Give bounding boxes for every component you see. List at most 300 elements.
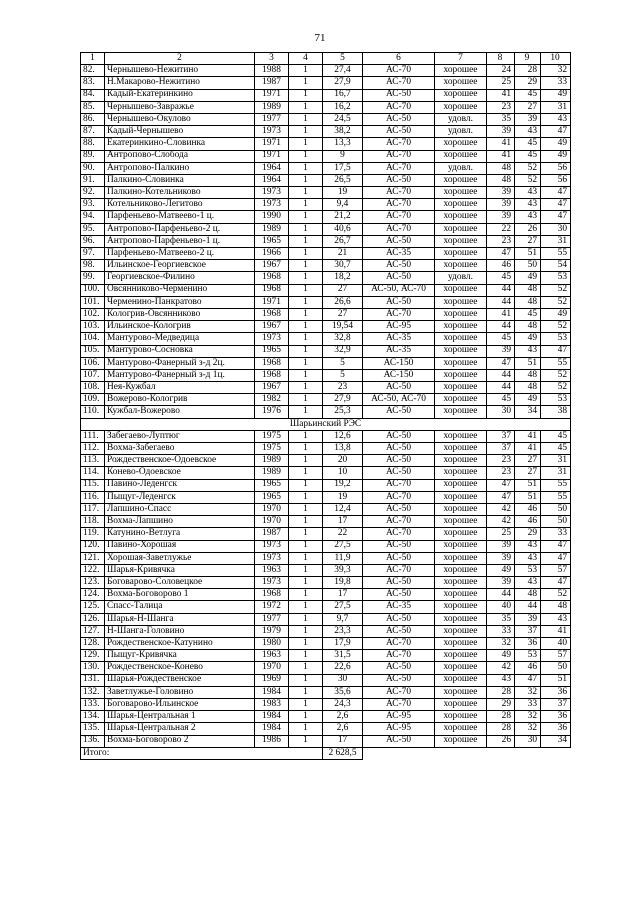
- table-row: [81, 138, 571, 150]
- col-9-cell: 28: [515, 65, 541, 77]
- col-10-cell: 47: [541, 577, 571, 589]
- col-9-cell: 46: [515, 662, 541, 674]
- col-4-cell: 1: [289, 77, 323, 89]
- col-6-cell: АС-50: [363, 382, 435, 394]
- col-8-cell: 25: [487, 77, 515, 89]
- col-7-cell: хорошее: [435, 698, 487, 710]
- col-6-cell: АС-70: [363, 528, 435, 540]
- col-8-cell: 48: [487, 162, 515, 174]
- col-6-cell: АС-50: [363, 443, 435, 455]
- col-6-cell: АС-50: [363, 467, 435, 479]
- col-2-cell: Ильинское-Георгиевское: [105, 260, 255, 272]
- col-5-cell: 12,6: [323, 430, 363, 442]
- col-10-cell: 53: [541, 394, 571, 406]
- col-9-cell: 41: [515, 443, 541, 455]
- header-col-3: 3: [255, 53, 289, 65]
- col-8-cell: 47: [487, 248, 515, 260]
- col-5-cell: 27: [323, 284, 363, 296]
- col-4-cell: 1: [289, 369, 323, 381]
- col-7-cell: хорошее: [435, 77, 487, 89]
- col-1-cell: 133.: [81, 698, 105, 710]
- col-7-cell: хорошее: [435, 662, 487, 674]
- col-7-cell: хорошее: [435, 357, 487, 369]
- col-1-cell: 96.: [81, 235, 105, 247]
- col-5-cell: 2,6: [323, 723, 363, 735]
- col-7-cell: хорошее: [435, 382, 487, 394]
- col-7-cell: удовл.: [435, 126, 487, 138]
- col-10-cell: 36: [541, 723, 571, 735]
- col-3-cell: 1965: [255, 345, 289, 357]
- table-row: [81, 333, 571, 345]
- table-row: [81, 223, 571, 235]
- col-6-cell: АС-50, АС-70: [363, 284, 435, 296]
- col-7-cell: удовл.: [435, 162, 487, 174]
- col-9-cell: 45: [515, 138, 541, 150]
- col-6-cell: АС-35: [363, 601, 435, 613]
- col-7-cell: хорошее: [435, 540, 487, 552]
- col-5-cell: 19,8: [323, 577, 363, 589]
- col-3-cell: 1971: [255, 150, 289, 162]
- col-1-cell: 131.: [81, 674, 105, 686]
- table-row: [81, 345, 571, 357]
- col-6-cell: АС-50: [363, 296, 435, 308]
- col-9-cell: 41: [515, 430, 541, 442]
- col-9-cell: 43: [515, 345, 541, 357]
- table-row: [81, 150, 571, 162]
- col-3-cell: 1963: [255, 650, 289, 662]
- col-7-cell: хорошее: [435, 516, 487, 528]
- table-row: [81, 613, 571, 625]
- col-1-cell: 136.: [81, 735, 105, 747]
- header-col-7: 7: [435, 53, 487, 65]
- col-1-cell: 105.: [81, 345, 105, 357]
- col-10-cell: 31: [541, 455, 571, 467]
- col-6-cell: АС-50: [363, 113, 435, 125]
- col-2-cell: Кадый-Чернышево: [105, 126, 255, 138]
- col-8-cell: 39: [487, 211, 515, 223]
- col-3-cell: 1986: [255, 735, 289, 747]
- col-9-cell: 48: [515, 321, 541, 333]
- table-row: [81, 235, 571, 247]
- col-4-cell: 1: [289, 479, 323, 491]
- col-10-cell: 30: [541, 223, 571, 235]
- col-10-cell: 56: [541, 174, 571, 186]
- col-2-cell: Шарья-Кривячка: [105, 564, 255, 576]
- col-2-cell: Н-Шанга-Головино: [105, 625, 255, 637]
- col-9-cell: 32: [515, 711, 541, 723]
- col-5-cell: 17: [323, 516, 363, 528]
- col-6-cell: АС-70: [363, 686, 435, 698]
- col-10-cell: 49: [541, 89, 571, 101]
- col-2-cell: Шарья-Рождественское: [105, 674, 255, 686]
- col-1-cell: 90.: [81, 162, 105, 174]
- col-8-cell: 26: [487, 735, 515, 747]
- col-1-cell: 128.: [81, 638, 105, 650]
- col-1-cell: 102.: [81, 308, 105, 320]
- col-10-cell: 54: [541, 260, 571, 272]
- col-2-cell: Боговарово-Соловецкое: [105, 577, 255, 589]
- col-10-cell: 37: [541, 698, 571, 710]
- col-8-cell: 25: [487, 528, 515, 540]
- col-3-cell: 1971: [255, 296, 289, 308]
- col-9-cell: 43: [515, 199, 541, 211]
- col-1-cell: 87.: [81, 126, 105, 138]
- col-7-cell: хорошее: [435, 260, 487, 272]
- col-4-cell: 1: [289, 516, 323, 528]
- table-row: [81, 479, 571, 491]
- col-5-cell: 5: [323, 357, 363, 369]
- table-row: [81, 443, 571, 455]
- col-9-cell: 43: [515, 126, 541, 138]
- col-6-cell: АС-50: [363, 589, 435, 601]
- col-9-cell: 51: [515, 479, 541, 491]
- table-row: [81, 552, 571, 564]
- col-2-cell: Палкино-Словинка: [105, 174, 255, 186]
- col-10-cell: 36: [541, 711, 571, 723]
- col-1-cell: 112.: [81, 443, 105, 455]
- table-row: [81, 686, 571, 698]
- col-1-cell: 111.: [81, 430, 105, 442]
- col-10-cell: 56: [541, 162, 571, 174]
- col-6-cell: АС-70: [363, 491, 435, 503]
- table-row: [81, 698, 571, 710]
- col-7-cell: хорошее: [435, 735, 487, 747]
- page-number: 71: [314, 32, 326, 44]
- col-2-cell: Вохма-Лапшино: [105, 516, 255, 528]
- col-7-cell: хорошее: [435, 150, 487, 162]
- col-4-cell: 1: [289, 625, 323, 637]
- col-5-cell: 17: [323, 589, 363, 601]
- table-row: [81, 503, 571, 515]
- col-3-cell: 1990: [255, 211, 289, 223]
- col-7-cell: хорошее: [435, 369, 487, 381]
- col-3-cell: 1970: [255, 503, 289, 515]
- col-4-cell: 1: [289, 638, 323, 650]
- col-4-cell: 1: [289, 735, 323, 747]
- col-10-cell: 52: [541, 589, 571, 601]
- col-5-cell: 27,4: [323, 65, 363, 77]
- col-3-cell: 1983: [255, 698, 289, 710]
- col-2-cell: Чернышево-Окулово: [105, 113, 255, 125]
- col-7-cell: хорошее: [435, 613, 487, 625]
- col-2-cell: Черменино-Панкратово: [105, 296, 255, 308]
- col-3-cell: 1965: [255, 479, 289, 491]
- col-2-cell: Н.Макарово-Нежитино: [105, 77, 255, 89]
- col-4-cell: 1: [289, 199, 323, 211]
- col-1-cell: 115.: [81, 479, 105, 491]
- col-8-cell: 39: [487, 540, 515, 552]
- col-10-cell: 32: [541, 65, 571, 77]
- table-row: [81, 260, 571, 272]
- col-6-cell: АС-95: [363, 723, 435, 735]
- col-5-cell: 26,5: [323, 174, 363, 186]
- table-row: [81, 650, 571, 662]
- section-title: Шарьинский РЭС: [81, 418, 571, 430]
- col-3-cell: 1967: [255, 321, 289, 333]
- col-9-cell: 43: [515, 577, 541, 589]
- col-2-cell: Мантурово-Фанерный з-д 1ц.: [105, 369, 255, 381]
- col-5-cell: 11,9: [323, 552, 363, 564]
- col-9-cell: 36: [515, 638, 541, 650]
- col-4-cell: 1: [289, 711, 323, 723]
- col-8-cell: 47: [487, 357, 515, 369]
- col-8-cell: 41: [487, 89, 515, 101]
- col-9-cell: 27: [515, 455, 541, 467]
- col-6-cell: АС-35: [363, 248, 435, 260]
- col-3-cell: 1973: [255, 540, 289, 552]
- col-6-cell: АС-70: [363, 77, 435, 89]
- col-10-cell: 36: [541, 686, 571, 698]
- col-8-cell: 39: [487, 199, 515, 211]
- col-9-cell: 27: [515, 467, 541, 479]
- col-8-cell: 23: [487, 467, 515, 479]
- col-7-cell: хорошее: [435, 723, 487, 735]
- col-9-cell: 52: [515, 174, 541, 186]
- col-7-cell: хорошее: [435, 235, 487, 247]
- header-col-8: 8: [487, 53, 515, 65]
- col-5-cell: 13,3: [323, 138, 363, 150]
- col-4-cell: 1: [289, 345, 323, 357]
- col-9-cell: 27: [515, 235, 541, 247]
- col-2-cell: Котельниково-Легитово: [105, 199, 255, 211]
- col-1-cell: 113.: [81, 455, 105, 467]
- col-4-cell: 1: [289, 235, 323, 247]
- col-4-cell: 1: [289, 613, 323, 625]
- col-1-cell: 124.: [81, 589, 105, 601]
- col-3-cell: 1972: [255, 601, 289, 613]
- col-4-cell: 1: [289, 540, 323, 552]
- col-6-cell: АС-150: [363, 357, 435, 369]
- col-5-cell: 31,5: [323, 650, 363, 662]
- col-1-cell: 92.: [81, 187, 105, 199]
- col-4-cell: 1: [289, 187, 323, 199]
- col-1-cell: 122.: [81, 564, 105, 576]
- col-6-cell: АС-70: [363, 150, 435, 162]
- table-row: [81, 662, 571, 674]
- col-9-cell: 45: [515, 308, 541, 320]
- col-1-cell: 116.: [81, 491, 105, 503]
- col-10-cell: 43: [541, 613, 571, 625]
- col-1-cell: 86.: [81, 113, 105, 125]
- table-row: [81, 77, 571, 89]
- col-8-cell: 47: [487, 491, 515, 503]
- table-row: [81, 308, 571, 320]
- col-2-cell: Антропово-Парфеньево-1 ц.: [105, 235, 255, 247]
- table-row: [81, 528, 571, 540]
- col-4-cell: 1: [289, 674, 323, 686]
- table-row: [81, 162, 571, 174]
- col-5-cell: 9,4: [323, 199, 363, 211]
- col-9-cell: 29: [515, 77, 541, 89]
- total-row: [81, 747, 571, 759]
- col-3-cell: 1970: [255, 516, 289, 528]
- col-5-cell: 23,3: [323, 625, 363, 637]
- table-row: [81, 455, 571, 467]
- table-row: [81, 296, 571, 308]
- col-9-cell: 29: [515, 528, 541, 540]
- header-col-6: 6: [363, 53, 435, 65]
- table-row: [81, 272, 571, 284]
- col-4-cell: 1: [289, 308, 323, 320]
- col-8-cell: 29: [487, 698, 515, 710]
- col-8-cell: 28: [487, 711, 515, 723]
- col-6-cell: АС-70: [363, 101, 435, 113]
- col-6-cell: АС-50: [363, 625, 435, 637]
- col-1-cell: 107.: [81, 369, 105, 381]
- header-col-1: 1: [81, 53, 105, 65]
- col-6-cell: АС-150: [363, 369, 435, 381]
- col-7-cell: хорошее: [435, 443, 487, 455]
- col-10-cell: 31: [541, 467, 571, 479]
- table-row: [81, 126, 571, 138]
- table-row: [81, 577, 571, 589]
- col-10-cell: 51: [541, 674, 571, 686]
- col-10-cell: 33: [541, 77, 571, 89]
- col-1-cell: 88.: [81, 138, 105, 150]
- col-7-cell: удовл.: [435, 113, 487, 125]
- col-10-cell: 49: [541, 308, 571, 320]
- col-2-cell: Антропово-Парфеньево-2 ц.: [105, 223, 255, 235]
- table-row: [81, 589, 571, 601]
- table-body: [81, 53, 571, 760]
- col-10-cell: 47: [541, 552, 571, 564]
- col-7-cell: хорошее: [435, 406, 487, 418]
- col-9-cell: 51: [515, 248, 541, 260]
- header-col-10: 10: [541, 53, 571, 65]
- col-4-cell: 1: [289, 503, 323, 515]
- col-1-cell: 95.: [81, 223, 105, 235]
- col-6-cell: АС-50: [363, 126, 435, 138]
- col-3-cell: 1973: [255, 187, 289, 199]
- col-1-cell: 99.: [81, 272, 105, 284]
- col-3-cell: 1975: [255, 430, 289, 442]
- col-9-cell: 49: [515, 272, 541, 284]
- col-7-cell: хорошее: [435, 686, 487, 698]
- col-10-cell: 50: [541, 662, 571, 674]
- col-3-cell: 1967: [255, 382, 289, 394]
- col-7-cell: хорошее: [435, 174, 487, 186]
- col-5-cell: 39,3: [323, 564, 363, 576]
- col-6-cell: АС-95: [363, 711, 435, 723]
- col-7-cell: хорошее: [435, 638, 487, 650]
- col-8-cell: 47: [487, 479, 515, 491]
- col-7-cell: хорошее: [435, 479, 487, 491]
- col-6-cell: АС-70: [363, 308, 435, 320]
- table-row: [81, 711, 571, 723]
- col-6-cell: АС-50: [363, 552, 435, 564]
- col-4-cell: 1: [289, 491, 323, 503]
- col-10-cell: 40: [541, 638, 571, 650]
- col-8-cell: 39: [487, 126, 515, 138]
- col-6-cell: АС-70: [363, 564, 435, 576]
- col-7-cell: хорошее: [435, 577, 487, 589]
- col-2-cell: Георгиевское-Филино: [105, 272, 255, 284]
- col-7-cell: хорошее: [435, 564, 487, 576]
- col-1-cell: 91.: [81, 174, 105, 186]
- col-8-cell: 45: [487, 333, 515, 345]
- col-7-cell: хорошее: [435, 589, 487, 601]
- col-7-cell: хорошее: [435, 650, 487, 662]
- table-row: [81, 174, 571, 186]
- col-10-cell: 57: [541, 564, 571, 576]
- col-2-cell: Антропово-Палкино: [105, 162, 255, 174]
- col-9-cell: 48: [515, 296, 541, 308]
- col-7-cell: хорошее: [435, 625, 487, 637]
- col-3-cell: 1971: [255, 89, 289, 101]
- col-4-cell: 1: [289, 650, 323, 662]
- col-3-cell: 1970: [255, 662, 289, 674]
- col-8-cell: 41: [487, 138, 515, 150]
- col-5-cell: 16,7: [323, 89, 363, 101]
- col-8-cell: 44: [487, 589, 515, 601]
- col-10-cell: 50: [541, 516, 571, 528]
- col-2-cell: Шарья-Центральная 2: [105, 723, 255, 735]
- col-7-cell: хорошее: [435, 284, 487, 296]
- col-2-cell: Парфеньево-Матвеево-1 ц.: [105, 211, 255, 223]
- col-9-cell: 46: [515, 503, 541, 515]
- col-2-cell: Шарья-Н-Шанга: [105, 613, 255, 625]
- col-1-cell: 85.: [81, 101, 105, 113]
- col-2-cell: Овсянниково-Черменино: [105, 284, 255, 296]
- table-row: [81, 674, 571, 686]
- col-3-cell: 1989: [255, 223, 289, 235]
- col-4-cell: 1: [289, 272, 323, 284]
- col-5-cell: 17: [323, 735, 363, 747]
- col-7-cell: хорошее: [435, 552, 487, 564]
- table-row: [81, 735, 571, 747]
- col-9-cell: 49: [515, 394, 541, 406]
- col-10-cell: 31: [541, 235, 571, 247]
- col-5-cell: 27: [323, 308, 363, 320]
- col-10-cell: 33: [541, 528, 571, 540]
- col-5-cell: 16,2: [323, 101, 363, 113]
- col-3-cell: 1984: [255, 723, 289, 735]
- col-4-cell: 1: [289, 113, 323, 125]
- col-2-cell: Вожерово-Кологрив: [105, 394, 255, 406]
- col-8-cell: 41: [487, 150, 515, 162]
- col-2-cell: Вохма-Боговорово 2: [105, 735, 255, 747]
- col-5-cell: 2,6: [323, 711, 363, 723]
- header-col-5: 5: [323, 53, 363, 65]
- col-4-cell: 1: [289, 467, 323, 479]
- col-5-cell: 27,5: [323, 601, 363, 613]
- col-5-cell: 10: [323, 467, 363, 479]
- col-3-cell: 1976: [255, 406, 289, 418]
- col-1-cell: 129.: [81, 650, 105, 662]
- col-1-cell: 83.: [81, 77, 105, 89]
- col-7-cell: хорошее: [435, 333, 487, 345]
- col-3-cell: 1980: [255, 638, 289, 650]
- col-3-cell: 1968: [255, 357, 289, 369]
- col-1-cell: 118.: [81, 516, 105, 528]
- col-6-cell: АС-70: [363, 223, 435, 235]
- col-7-cell: хорошее: [435, 187, 487, 199]
- col-5-cell: 27,9: [323, 77, 363, 89]
- col-10-cell: 55: [541, 357, 571, 369]
- col-3-cell: 1987: [255, 77, 289, 89]
- col-2-cell: Заветлужье-Головино: [105, 686, 255, 698]
- col-8-cell: 48: [487, 174, 515, 186]
- col-3-cell: 1963: [255, 564, 289, 576]
- col-5-cell: 27,9: [323, 394, 363, 406]
- col-7-cell: хорошее: [435, 223, 487, 235]
- col-5-cell: 30,7: [323, 260, 363, 272]
- col-6-cell: АС-50: [363, 674, 435, 686]
- col-9-cell: 43: [515, 211, 541, 223]
- col-10-cell: 52: [541, 382, 571, 394]
- col-4-cell: 1: [289, 223, 323, 235]
- col-3-cell: 1982: [255, 394, 289, 406]
